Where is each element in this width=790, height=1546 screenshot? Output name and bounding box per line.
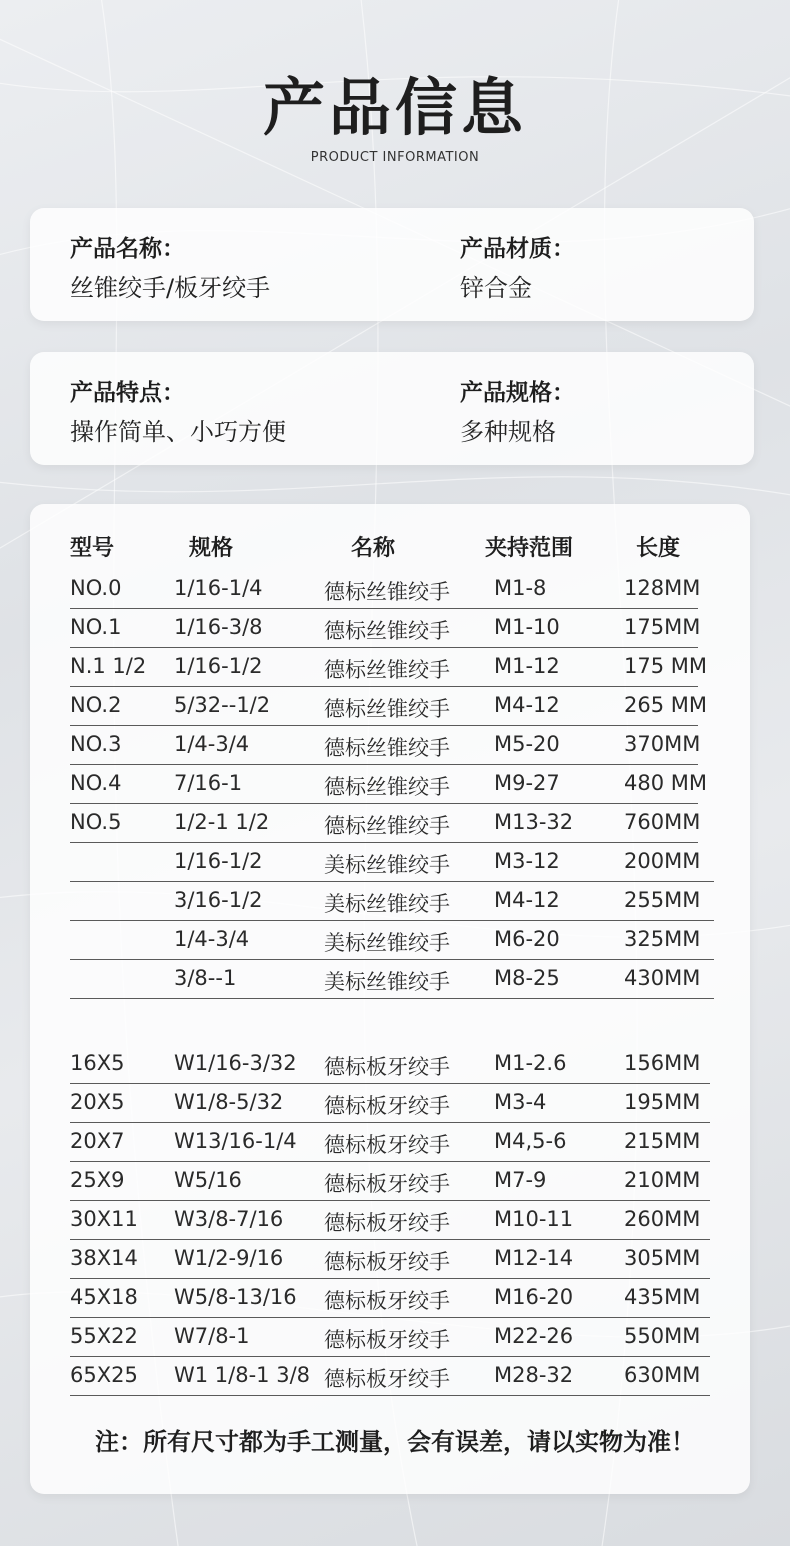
cell-length: 480 MM [624,771,707,795]
cell-model: 16X5 [70,1051,125,1075]
cell-name: 德标丝锥绞手 [324,619,450,643]
cell-length: 195MM [624,1090,701,1114]
page-title: 产品信息 [262,71,527,144]
cell-length: 210MM [624,1168,701,1192]
cell-clamp-range: M7-9 [494,1168,547,1192]
product-spec-value: 多种规格 [460,418,556,446]
cell-name: 美标丝锥绞手 [324,931,450,955]
cell-clamp-range: M4,5-6 [494,1129,567,1153]
cell-clamp-range: M12-14 [494,1246,574,1270]
product-material-label: 产品材质： [460,236,575,262]
cell-clamp-range: M1-12 [494,654,560,678]
cell-name: 德标板牙绞手 [324,1172,450,1196]
cell-name: 德标板牙绞手 [324,1328,450,1352]
cell-model: 30X11 [70,1207,138,1231]
cell-clamp-range: M3-12 [494,849,560,873]
cell-clamp-range: M1-10 [494,615,560,639]
table-row [70,1356,710,1396]
measurement-note: 注：所有尺寸都为手工测量，会有误差，请以实物为准！ [95,1428,695,1456]
cell-clamp-range: M16-20 [494,1285,574,1309]
product-spec-cell [460,374,575,447]
cell-model: NO.2 [70,693,122,717]
table-row [70,842,714,882]
cell-clamp-range: M1-2.6 [494,1051,567,1075]
cell-clamp-range: M1-8 [494,576,547,600]
table-row [70,803,701,843]
cell-model: NO.4 [70,771,122,795]
table-row [70,881,714,921]
cell-spec: W5/16 [174,1168,242,1192]
cell-spec: W13/16-1/4 [174,1129,297,1153]
header-length: 长度 [636,536,681,561]
cell-model: 65X25 [70,1363,138,1387]
cell-spec: W1/2-9/16 [174,1246,284,1270]
table-row [70,1239,710,1279]
table-row [70,1278,710,1318]
cell-length: 265 MM [624,693,707,717]
product-material-value: 锌合金 [460,274,532,302]
header-clamp-range: 夹持范围 [485,536,574,561]
cell-length: 128MM [624,576,701,600]
cell-name: 德标板牙绞手 [324,1367,450,1391]
cell-length: 175 MM [624,654,707,678]
cell-model: NO.1 [70,615,122,639]
cell-clamp-range: M9-27 [494,771,560,795]
cell-length: 156MM [624,1051,701,1075]
cell-spec: W3/8-7/16 [174,1207,284,1231]
cell-length: 760MM [624,810,701,834]
cell-length: 200MM [624,849,701,873]
cell-name: 德标板牙绞手 [324,1094,450,1118]
cell-model: NO.3 [70,732,122,756]
cell-clamp-range: M22-26 [494,1324,574,1348]
cell-clamp-range: M10-11 [494,1207,574,1231]
table-row [70,1200,710,1240]
header-model: 型号 [70,536,115,561]
cell-model: N.1 1/2 [70,654,147,678]
table-row [70,764,707,804]
cell-length: 175MM [624,615,701,639]
cell-length: 550MM [624,1324,701,1348]
cell-length: 255MM [624,888,701,912]
product-name-label: 产品名称： [70,236,185,262]
header-spec: 规格 [189,536,234,561]
cell-spec: 1/16-3/8 [174,615,263,639]
product-name-cell [70,230,270,303]
cell-model: 45X18 [70,1285,138,1309]
product-feature-cell [70,374,286,447]
product-material-cell [460,230,575,303]
cell-spec: 1/2-1 1/2 [174,810,270,834]
cell-clamp-range: M28-32 [494,1363,574,1387]
cell-spec: W7/8-1 [174,1324,250,1348]
cell-spec: 3/8--1 [174,966,237,990]
cell-name: 德标丝锥绞手 [324,580,450,604]
cell-clamp-range: M13-32 [494,810,574,834]
product-spec-label: 产品规格： [460,380,575,406]
cell-spec: 1/16-1/2 [174,849,263,873]
table-row [70,647,707,687]
cell-clamp-range: M5-20 [494,732,560,756]
cell-name: 德标丝锥绞手 [324,814,450,838]
cell-spec: 1/4-3/4 [174,927,250,951]
cell-name: 德标丝锥绞手 [324,658,450,682]
table-row [70,920,714,960]
cell-spec: 1/16-1/4 [174,576,263,600]
cell-model: 38X14 [70,1246,138,1270]
cell-name: 美标丝锥绞手 [324,970,450,994]
product-feature-value: 操作简单、小巧方便 [70,418,286,446]
cell-name: 德标丝锥绞手 [324,697,450,721]
cell-model: 55X22 [70,1324,138,1348]
cell-length: 305MM [624,1246,701,1270]
cell-clamp-range: M8-25 [494,966,560,990]
cell-spec: W5/8-13/16 [174,1285,297,1309]
cell-spec: W1 1/8-1 3/8 [174,1363,311,1387]
table-row [70,959,714,999]
cell-clamp-range: M6-20 [494,927,560,951]
cell-name: 德标板牙绞手 [324,1055,450,1079]
table-row [70,725,701,765]
cell-clamp-range: M3-4 [494,1090,547,1114]
cell-name: 德标板牙绞手 [324,1211,450,1235]
cell-name: 德标丝锥绞手 [324,736,450,760]
table-row [70,1122,710,1162]
cell-spec: W1/16-3/32 [174,1051,297,1075]
table-row [70,608,701,648]
info-card-feature-spec [30,352,754,465]
cell-length: 435MM [624,1285,701,1309]
cell-model: 20X7 [70,1129,125,1153]
cell-length: 370MM [624,732,701,756]
table-row [70,1161,710,1201]
cell-spec: W1/8-5/32 [174,1090,284,1114]
cell-model: NO.0 [70,576,122,600]
table-row [70,1317,710,1357]
cell-model: 20X5 [70,1090,125,1114]
cell-spec: 7/16-1 [174,771,243,795]
product-name-value: 丝锥绞手/板牙绞手 [70,274,271,302]
cell-name: 美标丝锥绞手 [324,853,450,877]
cell-name: 德标丝锥绞手 [324,775,450,799]
cell-clamp-range: M4-12 [494,693,560,717]
table-row [70,1044,710,1084]
cell-spec: 3/16-1/2 [174,888,263,912]
cell-model: NO.5 [70,810,122,834]
product-feature-label: 产品特点： [70,380,185,406]
cell-spec: 1/16-1/2 [174,654,263,678]
cell-length: 630MM [624,1363,701,1387]
cell-length: 215MM [624,1129,701,1153]
cell-clamp-range: M4-12 [494,888,560,912]
cell-spec: 5/32--1/2 [174,693,271,717]
cell-name: 美标丝锥绞手 [324,892,450,916]
cell-length: 260MM [624,1207,701,1231]
table-row [70,569,701,609]
info-card-name-material [30,208,754,321]
table-row [70,1083,710,1123]
cell-name: 德标板牙绞手 [324,1250,450,1274]
page-subtitle: PRODUCT INFORMATION [310,150,480,165]
cell-spec: 1/4-3/4 [174,732,250,756]
cell-model: 25X9 [70,1168,125,1192]
cell-length: 430MM [624,966,701,990]
cell-length: 325MM [624,927,701,951]
cell-name: 德标板牙绞手 [324,1289,450,1313]
table-row [70,686,707,726]
header-name: 名称 [351,536,396,561]
cell-name: 德标板牙绞手 [324,1133,450,1157]
